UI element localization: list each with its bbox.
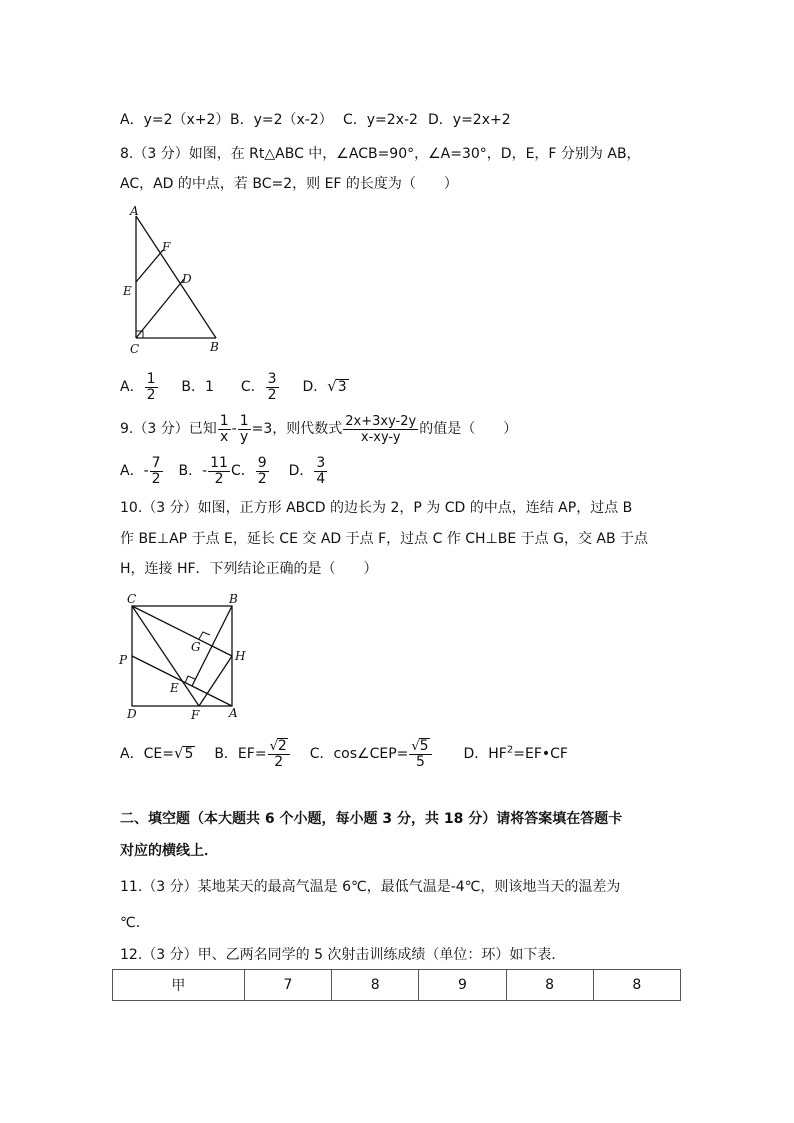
denominator: 2 [274,753,284,770]
numerator: 2x+3xy-2y [345,413,417,429]
label-f: F [191,708,200,722]
minus-sign: - [143,463,149,479]
label-b: B [210,340,219,354]
q7-option-b: B．y=2（x-2） [230,112,333,128]
option-prefix: A．CE= [120,745,174,762]
q12-score-table [112,969,681,1001]
option-prefix: B．EF= [214,745,267,762]
label-d: D [182,272,192,286]
label-f: F [162,240,171,254]
q8-option-c [240,370,284,403]
minus-sign: - [202,463,208,479]
fraction [145,372,158,403]
table-cell: 7 [244,970,331,1001]
q9-option-c [230,454,270,487]
label-c: C [130,342,140,356]
segment-ef [136,250,163,282]
q8-option-d [302,379,348,395]
section2-heading-line1: 二、填空题（本大题共 6 个小题，每小题 3 分，共 18 分）请将答案填在答题卡 [120,811,623,827]
q10-option-c [309,737,433,770]
q7-option-d: D．y=2x+2 [428,112,511,128]
radicand: 3 [337,379,347,395]
numerator [409,738,431,755]
radicand: 5 [419,737,429,754]
minus-sign: - [231,421,237,437]
option-prefix: B． [178,463,203,479]
q10-square-figure [115,590,255,722]
numerator: 1 [146,370,156,387]
option-prefix: C． [240,379,265,395]
radical-sign: √ [327,377,337,395]
q7-option-c: C．y=2x-2 [343,112,418,128]
label-a: A [229,706,238,720]
label-d: D [127,707,137,721]
denominator: x-xy-y [360,429,401,445]
denominator: 2 [146,386,156,403]
denominator: 2 [151,470,161,487]
q8-option-a [120,370,163,403]
q9-mid-text: =3，则代数式 [251,421,343,437]
denominator: 5 [416,753,425,770]
label-e: E [170,681,179,695]
q10-option-a [120,743,195,762]
segment-cf [132,606,199,706]
fraction [150,456,163,487]
fraction [343,414,418,445]
fraction [409,738,431,770]
fraction [208,456,230,487]
table-cell: 8 [332,970,419,1001]
q10-text-line3: H，连接 HF．下列结论正确的是（ ） [120,561,378,577]
radical-sign: √ [269,738,278,754]
fraction [266,372,279,403]
q10-text-line1: 10.（3 分）如图，正方形 ABCD 的边长为 2，P 为 CD 的中点，连结 AP，过点 B [120,500,633,516]
q7-option-a: A．y=2（x+2） [120,112,230,128]
segment-cd [136,279,184,338]
table-cell: 8 [593,970,680,1001]
radical-sign: √ [173,743,184,762]
q10-options [120,732,568,768]
q9-option-b [178,454,231,487]
q10-text-line2: 作 BE⊥AP 于点 E，延长 CE 交 AD 于点 F，过点 C 作 CH⊥BE 于点 G，交 AB 于点 [120,531,649,547]
option-prefix: C． [230,463,255,479]
denominator: y [240,428,249,445]
option-prefix: D． [302,379,328,395]
option-prefix: D．HF [463,745,507,762]
q9-options [120,454,328,488]
option-prefix: A． [120,463,144,479]
q8-option-b: B．1 [181,379,214,395]
denominator: 4 [316,470,326,487]
fraction [256,456,269,487]
label-p: P [119,653,128,667]
denominator: 2 [267,386,277,403]
fraction [268,738,290,770]
label-g: G [191,640,201,654]
q10-option-b [214,737,290,770]
superscript: 2 [506,744,514,755]
numerator: 3 [267,370,277,387]
label-e: E [123,284,132,298]
option-prefix: C．cos∠CEP= [309,745,409,762]
table-cell-name: 甲 [113,970,245,1001]
fraction [218,414,231,445]
q8-triangle-figure [118,203,233,358]
q9-option-a [120,454,164,487]
radicand: 2 [277,737,287,754]
q8-text-line2: AC，AD 的中点，若 BC=2，则 EF 的长度为（ ） [120,176,458,192]
numerator: 3 [316,454,326,471]
segment-ch [132,606,232,656]
segment-ab [136,216,216,338]
numerator: 7 [151,454,161,471]
q11-text-line1: 11.（3 分）某地某天的最高气温是 6℃，最低气温是-4℃，则该地当天的温差为 [120,879,621,895]
section2-heading-line2: 对应的横线上． [120,843,218,859]
table-row [113,970,681,1001]
numerator: 1 [239,412,249,429]
q9-prefix: 9.（3 分）已知 [120,421,217,437]
label-a: A [130,204,139,218]
denominator: 2 [214,470,224,487]
option-prefix: D． [288,463,314,479]
q11-text-line2: ℃． [120,915,150,931]
q9-text [120,412,517,446]
numerator [268,738,290,755]
fraction [238,414,251,445]
q8-options [120,370,349,402]
option-suffix: =EF•CF [513,745,568,762]
label-b: B [229,592,238,606]
label-c: C [127,592,137,606]
denominator: 2 [257,470,267,487]
numerator: 1 [219,412,229,429]
q8-text-line1: 8.（3 分）如图，在 Rt△ABC 中，∠ACB=90°，∠A=30°，D，E，F 分别为 AB， [120,146,641,162]
square-abcd [132,606,232,706]
q9-option-d [288,454,329,487]
q9-suffix: 的值是（ ） [419,421,518,437]
numerator: 9 [257,454,267,471]
q12-text-line1: 12.（3 分）甲、乙两名同学的 5 次射击训练成绩（单位：环）如下表． [120,947,566,963]
fraction [314,456,327,487]
table-cell: 9 [419,970,506,1001]
right-angle-mark-g [199,632,210,639]
denominator: x [220,428,229,445]
radicand: 5 [184,745,194,762]
option-prefix: A． [120,379,144,395]
label-h: H [235,649,246,663]
numerator: 11 [210,454,228,471]
q10-option-d [464,746,568,762]
radical-sign: √ [411,738,420,754]
table-cell: 8 [506,970,593,1001]
